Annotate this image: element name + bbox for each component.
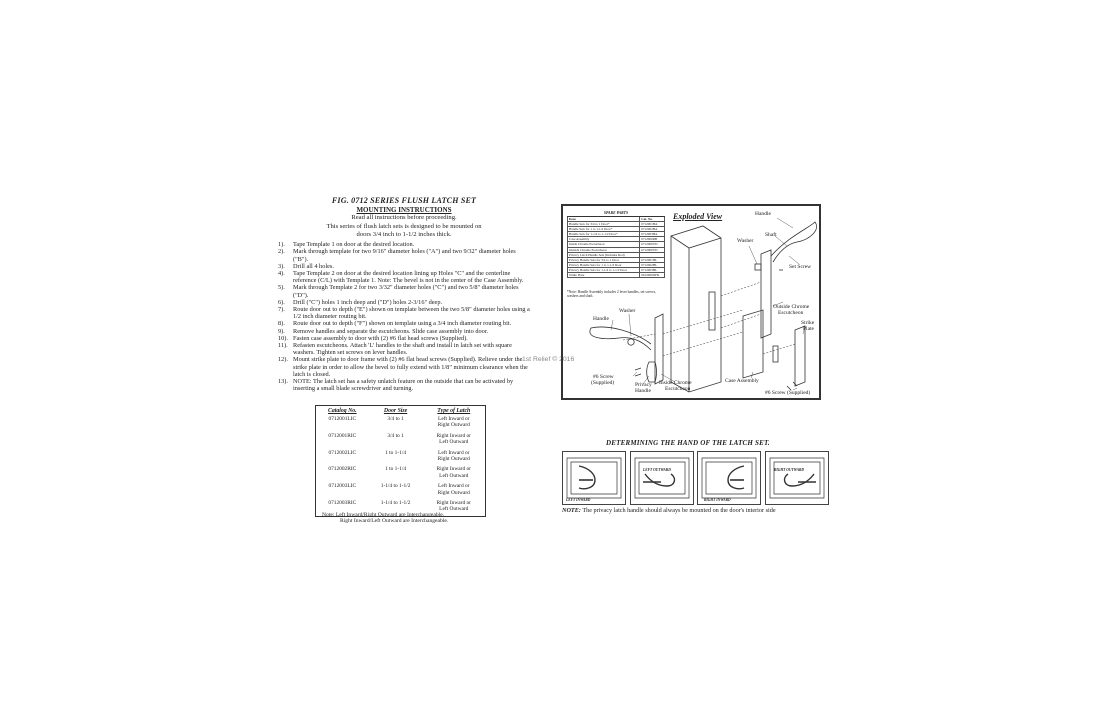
strike-plate bbox=[795, 326, 805, 386]
left-washer bbox=[628, 339, 634, 345]
table-row: 0712003RIC 1-1/4 to 1-1/2 Right Inward or Left Outward bbox=[328, 500, 471, 513]
step-item: 4). Tape Template 2 on door at the desired location lining up Holes "C" and the centerline reference (C/L) with Template 1. Note: The bevel is not in the center of the Case Assembly. bbox=[278, 270, 524, 285]
step-item: 12). Mount strike plate to door frame with (2) #6 flat head screws (Supplied). Relieve under the strike plate in order to allow the bevel to fully extend with 1/8" minimum clearance when the latch is closed. bbox=[278, 356, 528, 378]
watermark-text: 1st Relief © 2016 bbox=[522, 356, 575, 363]
label-case-assembly: Case Assembly bbox=[725, 378, 759, 384]
caption-right-outward: RIGHT OUTWARD bbox=[774, 468, 804, 472]
hand-diagram-right-inward bbox=[697, 451, 761, 505]
catalog-table bbox=[315, 405, 486, 517]
table-row: Strike Plate 0012000OFR bbox=[568, 273, 665, 278]
right-inward-drawing bbox=[698, 452, 760, 504]
step-item: 1). Tape Template 1 on door at the desired location. bbox=[278, 241, 415, 249]
catalog-note-1: Note: Left Inward/Right Outward are Interchangeable. bbox=[322, 512, 445, 518]
table-row: Privacy Handle Sets for 1-1/4 to 1-1/2 Door 0712003HL bbox=[568, 267, 665, 272]
label-screw6-right: #6 Screw (Supplied) bbox=[765, 390, 811, 396]
table-row: Handle Sets for 3/4 to 1 Door* 0712001HA bbox=[568, 222, 665, 227]
label-strike: Strike bbox=[801, 320, 815, 326]
table-row: 0712003LIC 1-1/4 to 1-1/2 Left Inward or Right Outward bbox=[328, 483, 470, 496]
table-row: Privacy Handle Sets for 3/4 to 1 Door 0712001HL bbox=[568, 257, 665, 262]
label-escutcheon-in: Escutcheon bbox=[665, 386, 691, 392]
hand-section-title: DETERMINING THE HAND OF THE LATCH SET. bbox=[606, 439, 770, 447]
inside-escutcheon bbox=[655, 314, 663, 384]
door-cutout bbox=[709, 292, 715, 330]
step-item: 3). Drill all 4 holes. bbox=[278, 262, 334, 270]
step-item: 9). Remove handles and separate the escutcheons. Slide case assembly into door. bbox=[278, 327, 489, 335]
label-privacy: Privacy bbox=[635, 382, 652, 388]
label-handle-left: Handle bbox=[593, 316, 609, 322]
hand-diagram-right-outward bbox=[765, 451, 829, 505]
left-screws bbox=[635, 368, 641, 376]
label-handle-top: Handle bbox=[755, 211, 771, 217]
outside-escutcheon bbox=[761, 250, 771, 338]
table-row: Handle Sets for 1 to 1-1/4 Door* 0712002HA bbox=[568, 227, 665, 232]
table-row: Privacy Handle Sets for 1 to 1-1/4 Door 0712002HL bbox=[568, 262, 665, 267]
design-text-1: This series of flush latch sets is designed to be mounted on bbox=[326, 223, 482, 231]
hand-diagram-left-inward bbox=[562, 451, 626, 505]
table-row: Inside Chrome Escutcheon 0712000VD bbox=[568, 242, 665, 247]
document-subtitle: MOUNTING INSTRUCTIONS bbox=[356, 206, 452, 214]
top-handle bbox=[771, 222, 817, 262]
step-item: 2). Mark through template for two 9/16" diameter holes ("A") and two 9/32" diameter holes ("B"). bbox=[278, 248, 516, 263]
label-washer-top: Washer bbox=[737, 238, 754, 244]
step-item: 11). Refasten escutcheons. Attach 'L' handles to the shaft and install in latch set with square washers. Tighten set screws on lever handles. bbox=[278, 342, 512, 357]
top-washer bbox=[755, 264, 761, 270]
step-item: 7). Route door out to depth ("E") shown on template between the two 5/8" diameter holes using a 1/2 inch diameter routing bit. bbox=[278, 306, 530, 321]
steps-list bbox=[278, 241, 530, 392]
table-row: Case Assembly 0712000RB bbox=[568, 237, 665, 242]
catalog-header-cat: Catalog No. bbox=[327, 408, 357, 414]
caption-right-inward: RIGHT INWARD bbox=[704, 498, 731, 502]
left-outward-drawing bbox=[631, 452, 693, 504]
table-row: Outside Chrome Escutcheon 0712000VD bbox=[568, 247, 665, 252]
label-inside-chrome: Inside Chrome bbox=[659, 380, 692, 386]
step-item: 6). Drill ("C") holes 1 inch deep and ("D") holes 2-3/16" deep. bbox=[278, 298, 443, 306]
caption-left-inward: LEFT INWARD bbox=[566, 498, 591, 502]
table-row: Handle Sets for 1-1/4 to 1-1/2 Door* 0712003HA bbox=[568, 232, 665, 237]
label-privacy-handle: Handle bbox=[635, 388, 651, 394]
step-item: 5). Mark through Template 2 for two 3/32" diameter holes ("C") and two 5/8" diameter holes ("D"). bbox=[278, 284, 519, 299]
step-item: 8). Route door out to depth ("F") shown on template using a 3/4 inch diameter routing bit. bbox=[278, 320, 512, 328]
hand-note bbox=[562, 507, 776, 514]
step-item: 10). Fasten case assembly to door with (2) #6 flat head screws (Supplied). bbox=[278, 334, 468, 342]
label-set-screw: Set Screw bbox=[789, 264, 812, 270]
document-title: FIG. 0712 SERIES FLUSH LATCH SET bbox=[331, 196, 477, 205]
case-assembly bbox=[743, 310, 763, 378]
latch-bolt bbox=[773, 346, 778, 362]
table-row: 0712001LIC 3/4 to 1 Left Inward or Right Outward bbox=[328, 416, 470, 429]
hand-note-text: The privacy latch handle should always be mounted on the door's interior side bbox=[580, 507, 776, 514]
table-row: 0712002LIC 1 to 1-1/4 Left Inward or Right Outward bbox=[328, 449, 470, 463]
exploded-view-title: Exploded View bbox=[673, 212, 723, 221]
label-shaft: Shaft bbox=[765, 232, 777, 238]
hand-diagram-left-outward bbox=[630, 451, 694, 505]
left-handle bbox=[590, 327, 651, 350]
table-row: 0712002RIC 1 to 1-1/4 Right Inward or Left Outward bbox=[328, 466, 471, 479]
label-escutcheon-out: Escutcheon bbox=[778, 310, 804, 316]
read-all-text: Read all instructions before proceeding. bbox=[351, 214, 457, 221]
spare-header-item: Item bbox=[568, 217, 640, 222]
spare-parts-note: *Note: Handle Assembly includes 2 lever handles, set screws, washers and shaft. bbox=[567, 290, 657, 299]
catalog-note-2: Right Inward/Left Outward are Interchangeable. bbox=[340, 518, 449, 524]
catalog-header-size: Door Size bbox=[383, 408, 408, 414]
exploded-drawing bbox=[563, 206, 819, 398]
design-text-2: doors 3/4 inch to 1-1/2 inches thick. bbox=[356, 230, 452, 238]
caption-left-outward: LEFT OUTWARD bbox=[643, 468, 671, 472]
label-supplied-left: (Supplied) bbox=[591, 380, 615, 386]
exploded-view-panel bbox=[561, 204, 821, 400]
step-item: 13). NOTE: The latch set has a safety unlatch feature on the outside that can be activated by inserting a small blade screwdriver and turning. bbox=[278, 378, 514, 393]
label-screw6-left: #6 Screw bbox=[593, 374, 614, 380]
hand-note-label: NOTE: bbox=[562, 507, 581, 514]
table-row: Privacy Latch Handle Sets (Includes Rod) bbox=[568, 252, 665, 257]
left-inward-drawing bbox=[563, 452, 625, 504]
right-outward-drawing bbox=[766, 452, 828, 504]
label-plate: Plate bbox=[803, 326, 814, 332]
spare-header-cat: Cat. No. bbox=[640, 217, 665, 222]
label-washer-left: Washer bbox=[619, 308, 636, 314]
catalog-header-type: Type of Latch bbox=[437, 408, 471, 414]
table-row: 0712001RIC 3/4 to 1 Right Inward or Left Outward bbox=[328, 432, 471, 446]
door-slab bbox=[671, 226, 721, 392]
label-outside-chrome: Outside Chrome bbox=[773, 304, 810, 310]
instructions-column bbox=[278, 196, 530, 392]
spare-parts-title: SPARE PARTS bbox=[568, 210, 665, 217]
